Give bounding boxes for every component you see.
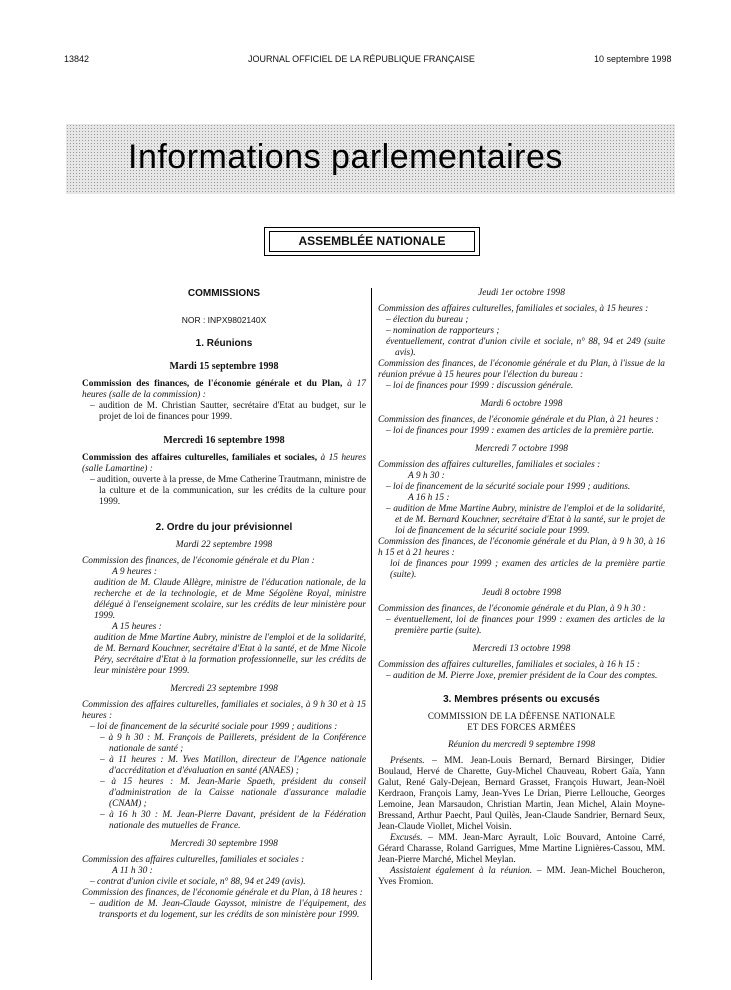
commission-line: Commission des affaires culturelles, familiales et sociales, à 15 heures (salle Lamartine) :	[82, 453, 366, 474]
date-heading: Mercredi 23 septembre 1998	[170, 684, 278, 694]
agenda-item: – audition, ouverte à la presse, de Mme Catherine Trautmann, ministre de la culture et de la communication, sur les crédits de la culture pour 1999.	[90, 475, 366, 507]
header-date: 10 septembre 1998	[594, 54, 672, 64]
date-heading: Mardi 15 septembre 1998	[169, 361, 279, 372]
date-heading: Mercredi 7 octobre 1998	[475, 444, 568, 454]
present-members: Présents. – MM. Jean-Louis Bernard, Bernard Birsinger, Didier Boulaud, Hervé de Charette, Guy-Michel Chauveau, Robert Gaïa, Yann Galut, René Galy-Dejean, Bernard Grasset, François Huwart, Jean-Noël Kerdraon, François Lamy, Jean-Yves Le Drian, Pierre Lellouche, Georges Lemoine, Jean Marsaudon, Christian Martin, Jean Michel, Alain Moyne-Bressand, Arthur Paecht, Paul Quilès, Jean-Claude Sandrier, Bernard Seux, Jean-Claude Viollet, Michel Voisin.	[378, 756, 665, 832]
agenda-item: – loi de finances pour 1999 : examen des articles de la première partie.	[386, 426, 654, 436]
date-heading: Jeudi 1er octobre 1998	[478, 288, 565, 298]
commission-name: COMMISSION DE LA DÉFENSE NATIONALE	[427, 711, 616, 721]
commission-line: Commission des finances, de l'économie générale et du Plan :	[82, 556, 315, 566]
agenda-subitem: – à 9 h 30 : M. François de Paillerets, président de la Conférence nationale de santé ;	[100, 733, 366, 754]
agenda-subitem: – à 11 heures : M. Yves Matillon, directeur de l'Agence nationale d'accréditation et d'évaluation en santé (ANAES) ;	[100, 755, 366, 776]
commission-line: Commission des finances, de l'économie générale et du Plan, à 21 heures :	[378, 415, 659, 425]
agenda-item: – audition de Mme Martine Aubry, ministre de l'emploi et de la solidarité, et de M. Bernard Kouchner, secrétaire d'Etat à la santé, sur le projet de loi de financement de la sécurité sociale pour 1999.	[386, 504, 665, 536]
agenda-item: audition de Mme Martine Aubry, ministre de l'emploi et de la solidarité, de M. Bernard Kouchner, secrétaire d'Etat à la santé, et de Mme Nicole Péry, secrétaire d'Etat à la formation professionnelle, sur les crédits de leur ministère pour 1999.	[94, 633, 366, 676]
commission-line: Commission des finances, de l'économie générale et du Plan, à 9 h 30 :	[378, 604, 646, 614]
date-heading: Mardi 6 octobre 1998	[480, 399, 563, 409]
agenda-item: – nomination de rapporteurs ;	[386, 326, 500, 336]
journal-title: JOURNAL OFFICIEL DE LA RÉPUBLIQUE FRANÇAISE	[248, 54, 475, 64]
excused-members: Excusés. – MM. Jean-Marc Ayrault, Loïc Bouvard, Antoine Carré, Gérard Charasse, Roland Garrigues, Mme Martine Lignières-Cassou, MM. Jean-Pierre Marché, Michel Meylan.	[378, 833, 665, 865]
left-column	[82, 288, 366, 921]
agenda-item: – contrat d'union civile et sociale, n° 88, 94 et 249 (avis).	[90, 877, 306, 887]
page-number: 13842	[64, 54, 90, 64]
nor-reference: NOR : INPX9802140X	[181, 315, 267, 325]
title-banner	[66, 124, 675, 194]
commission-line: Commission des affaires culturelles, familiales et sociales, à 16 h 15 :	[378, 660, 641, 670]
commission-line: Commission des affaires culturelles, familiales et sociales, à 15 heures :	[378, 304, 649, 314]
agenda-item: – audition de M. Christian Sautter, secrétaire d'Etat au budget, sur le projet de loi de finances pour 1999.	[90, 401, 366, 422]
commission-line: Commission des affaires culturelles, familiales et sociales :	[82, 855, 305, 865]
agenda-item: – loi de financement de la sécurité sociale pour 1999 ; auditions :	[90, 722, 338, 732]
agenda-item: – loi de finances pour 1999 : discussion générale.	[386, 381, 574, 391]
commission-line: Commission des finances, de l'économie générale et du Plan, à l'issue de la réunion prévue à 15 heures pour l'élection du bureau :	[378, 359, 665, 380]
time-label: A 9 h 30 :	[408, 471, 445, 481]
agenda-item: – élection du bureau ;	[386, 315, 469, 325]
agenda-item: – éventuellement, loi de finances pour 1999 : examen des articles de la première partie (suite).	[386, 615, 665, 636]
section-membres: 3. Membres présents ou excusés	[443, 694, 600, 705]
time-label: A 16 h 15 :	[408, 493, 450, 503]
commission-line: Commission des finances, de l'économie générale et du Plan, à 9 h 30, à 16 h 15 et à 21 heures :	[378, 537, 665, 558]
date-heading: Mardi 22 septembre 1998	[175, 540, 273, 550]
agenda-subitem: – à 15 heures : M. Jean-Marie Spaeth, président du conseil d'administration de la Caisse nationale d'assurance maladie (CNAM) ;	[100, 777, 366, 809]
agenda-item: – loi de financement de la sécurité sociale pour 1999 ; auditions.	[386, 482, 631, 492]
assembly-box	[264, 227, 480, 256]
date-heading: Jeudi 8 octobre 1998	[481, 588, 562, 598]
banner-title: Informations parlementaires	[128, 138, 563, 176]
time-label: A 9 heures :	[112, 567, 158, 577]
agenda-item: audition de M. Claude Allègre, ministre de l'éducation nationale, de la recherche et de la technologie, et de Mme Ségolène Royal, ministre délégué à l'enseignement scolaire, sur les crédits de leur ministère pour 1999.	[94, 578, 366, 621]
time-label: A 15 heures :	[112, 622, 162, 632]
agenda-item: – audition de M. Jean-Claude Gayssot, ministre de l'équipement, des transports et du logement, sur les crédits de son ministère pour 1999.	[90, 899, 366, 920]
attending-members: Assistaient également à la réunion. – MM. Jean-Michel Boucheron, Yves Fromion.	[378, 866, 665, 887]
agenda-item: loi de finances pour 1999 ; examen des articles de la première partie (suite).	[390, 559, 665, 580]
commission-name: ET DES FORCES ARMÉES	[467, 722, 576, 732]
agenda-item: éventuellement, contrat d'union civile et sociale, n° 88, 94 et 249 (suite avis).	[386, 337, 665, 358]
time-label: A 11 h 30 :	[112, 866, 153, 876]
date-heading: Mercredi 13 octobre 1998	[472, 644, 571, 654]
agenda-subitem: – à 16 h 30 : M. Jean-Pierre Davant, président de la Fédération nationale des mutuelles de France.	[100, 810, 366, 831]
agenda-item: – audition de M. Pierre Joxe, premier président de la Cour des comptes.	[386, 671, 658, 681]
section-reunions: 1. Réunions	[195, 338, 253, 349]
commission-line: Commission des finances, de l'économie générale et du Plan, à 17 heures (salle de la commission) :	[82, 379, 366, 400]
commission-line: Commission des finances, de l'économie générale et du Plan, à 18 heures :	[82, 888, 363, 898]
meeting-date: Réunion du mercredi 9 septembre 1998	[447, 740, 596, 750]
date-heading: Mercredi 30 septembre 1998	[170, 839, 278, 849]
section-ordre-du-jour: 2. Ordre du jour prévisionnel	[155, 522, 293, 533]
right-column	[371, 288, 665, 980]
assembly-title: ASSEMBLÉE NATIONALE	[269, 231, 475, 252]
commissions-heading: COMMISSIONS	[187, 288, 261, 299]
date-heading: Mercredi 16 septembre 1998	[163, 435, 285, 446]
commission-line: Commission des affaires culturelles, familiales et sociales, à 9 h 30 et à 15 heures :	[82, 700, 366, 721]
commission-line: Commission des affaires culturelles, familiales et sociales :	[378, 460, 601, 470]
